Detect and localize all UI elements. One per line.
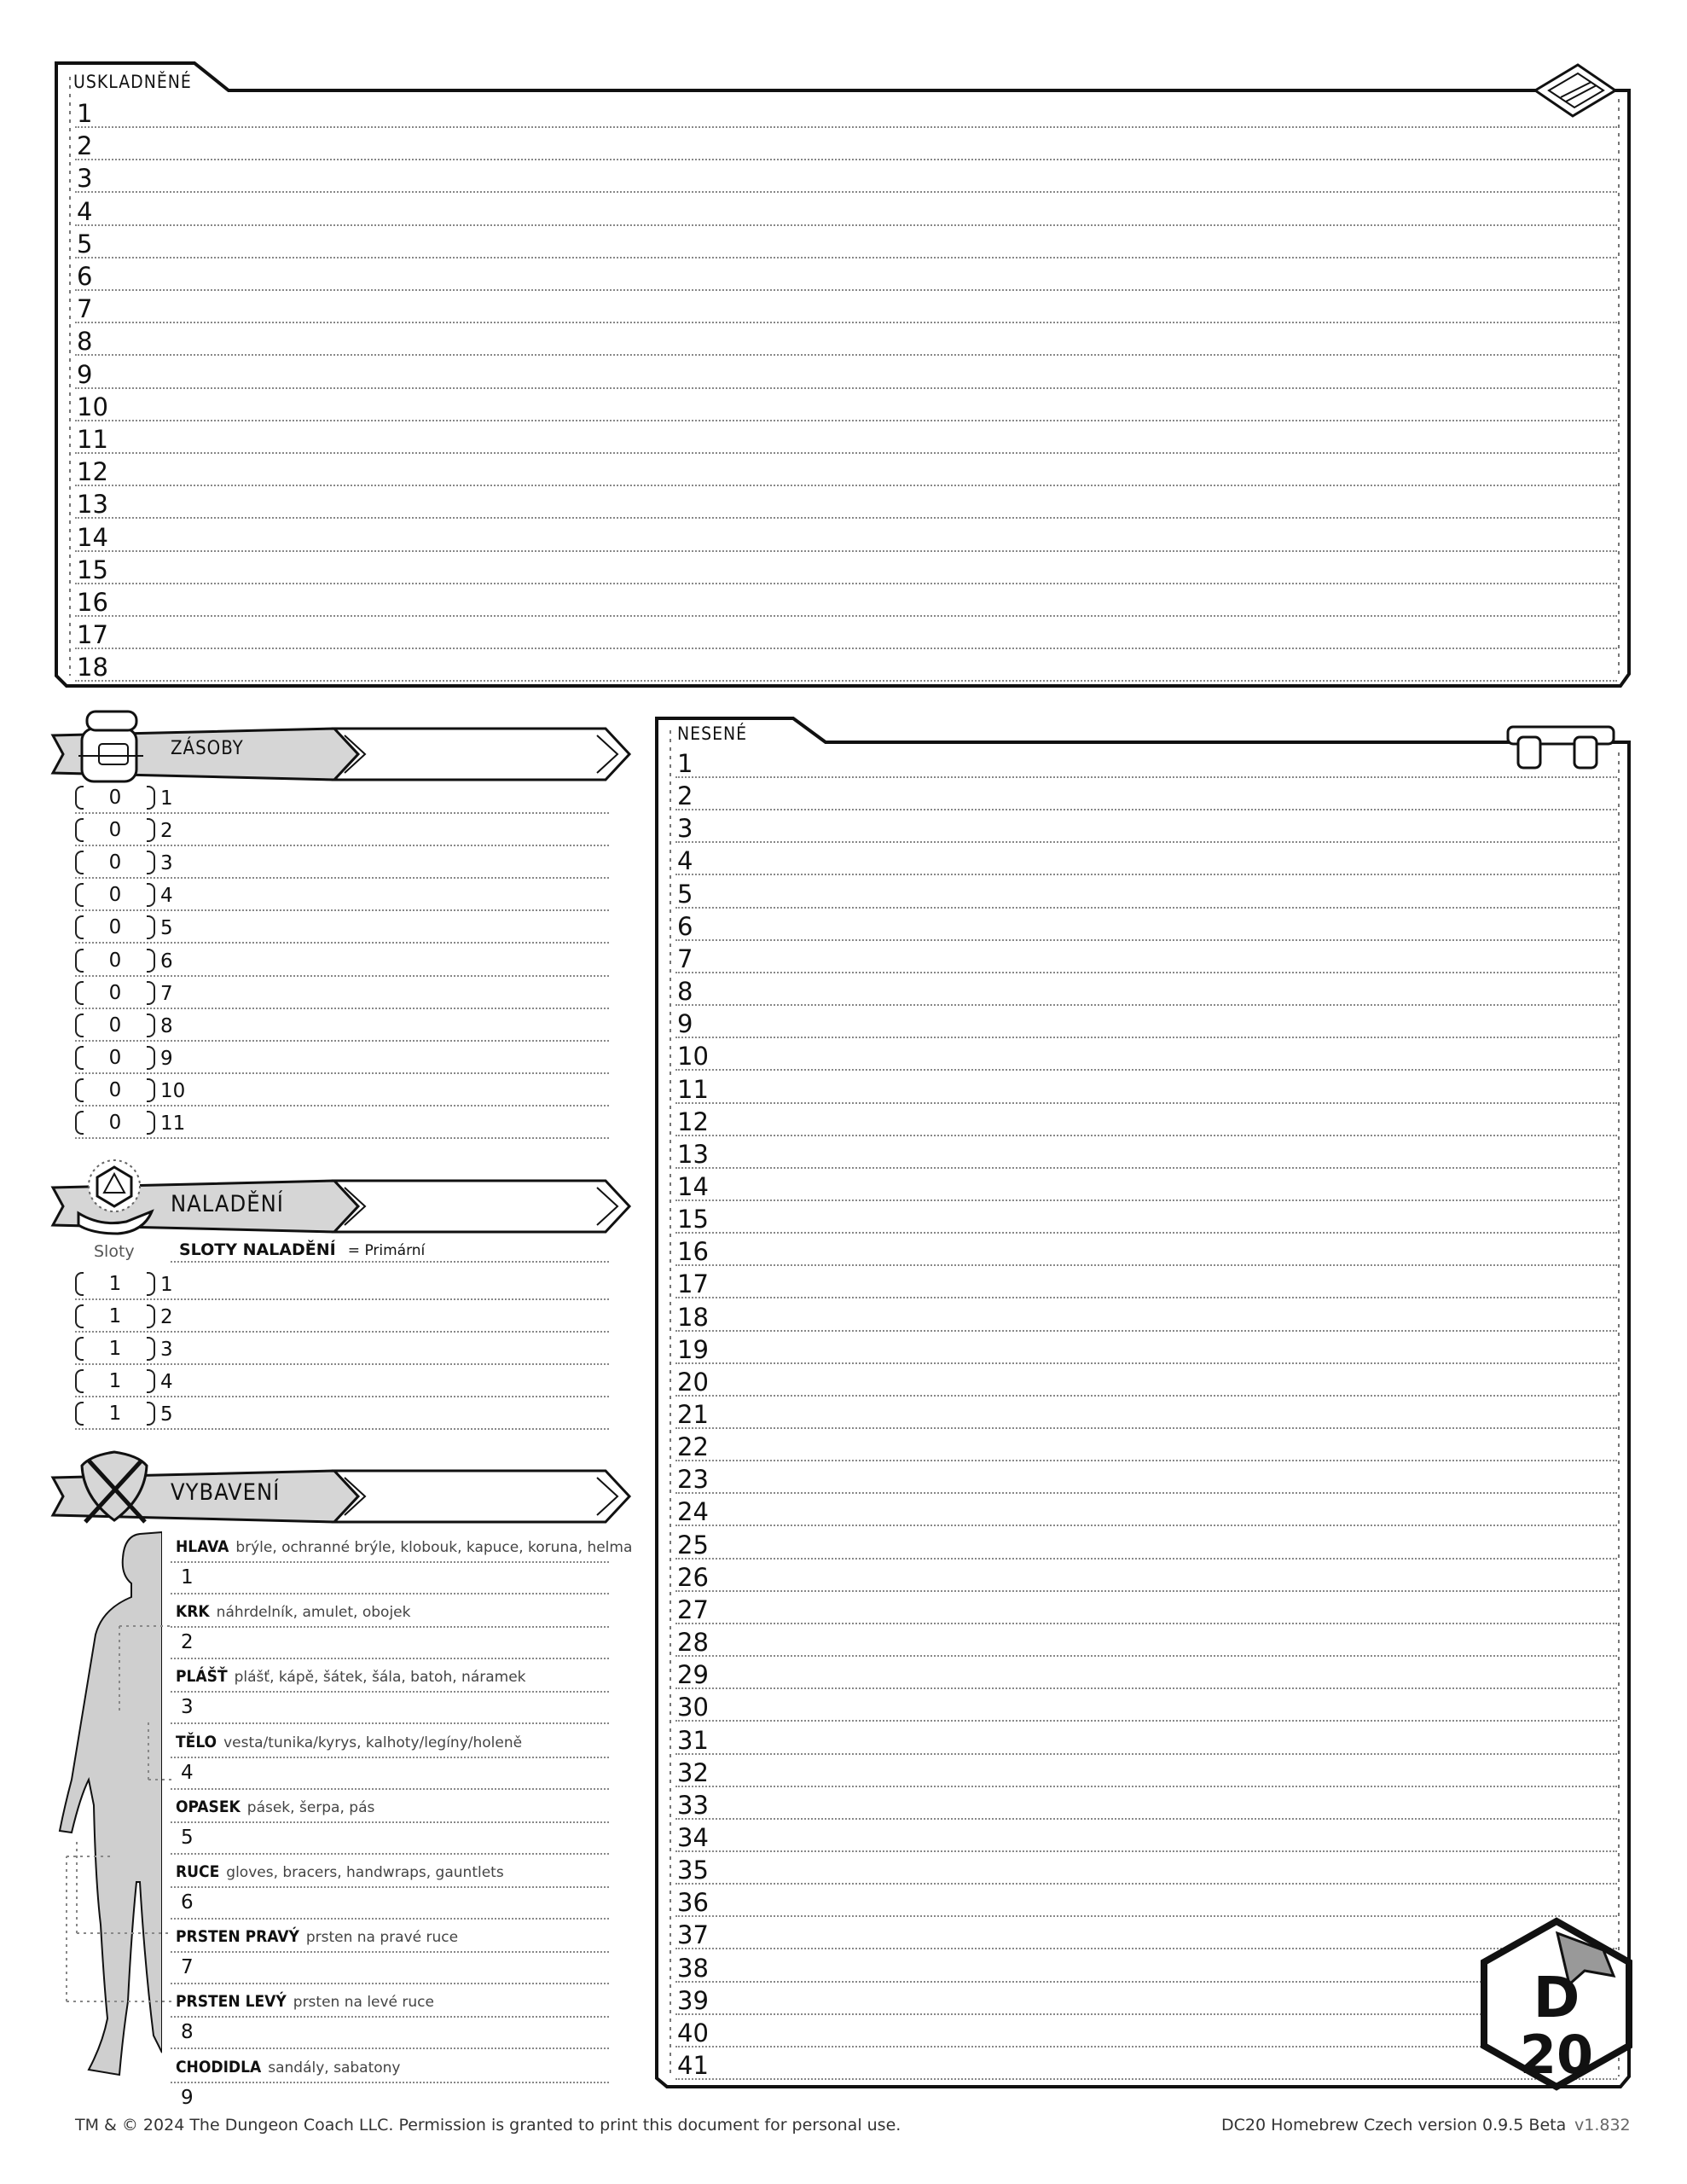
stored-row[interactable] <box>75 452 1617 486</box>
svg-text:20: 20 <box>1519 2024 1594 2086</box>
row-number: 7 <box>677 944 693 973</box>
slot-hint: pásek, šerpa, pás <box>246 1798 375 1816</box>
row-number: 1 <box>677 749 693 778</box>
row-number: 25 <box>677 1530 709 1560</box>
carried-row[interactable] <box>675 1558 1617 1592</box>
row-number: 2 <box>77 131 93 161</box>
counter-value[interactable]: 1 <box>108 1338 122 1361</box>
equip-slot-entry[interactable]: 2 <box>181 1631 194 1654</box>
carried-row[interactable] <box>675 1135 1617 1169</box>
row-number: 1 <box>160 787 173 810</box>
carried-row[interactable] <box>675 841 1617 875</box>
slot-name: PRSTEN PRAVÝ <box>176 1927 299 1947</box>
row-number: 13 <box>677 1139 709 1169</box>
counter-value[interactable]: 1 <box>108 1370 122 1393</box>
slot-hint: brýle, ochranné brýle, klobouk, kapuce, koruna, helma <box>235 1539 633 1556</box>
row-number: 8 <box>677 977 693 1007</box>
row-number: 18 <box>77 653 108 682</box>
row-number: 21 <box>677 1400 709 1429</box>
carried-row[interactable] <box>675 1655 1617 1689</box>
carried-row[interactable] <box>675 1070 1617 1104</box>
row-number: 5 <box>677 879 693 909</box>
slot-name: PRSTEN LEVÝ <box>176 1992 287 2012</box>
carried-row[interactable] <box>675 1330 1617 1364</box>
footer-build: v1.832 <box>1574 2116 1631 2135</box>
row-number: 2 <box>160 820 173 843</box>
counter-value[interactable]: 0 <box>108 981 122 1004</box>
carried-row[interactable] <box>675 1786 1617 1820</box>
row-number: 36 <box>677 1888 709 1918</box>
row-number: 20 <box>677 1367 709 1397</box>
row-number: 35 <box>677 1856 709 1885</box>
row-number: 27 <box>677 1594 709 1624</box>
carried-row[interactable] <box>675 1721 1617 1755</box>
row-number: 2 <box>677 781 693 811</box>
carried-row[interactable] <box>675 874 1617 909</box>
row-number: 24 <box>677 1497 709 1527</box>
counter-value[interactable]: 0 <box>108 1046 122 1069</box>
row-number: 37 <box>677 1920 709 1950</box>
counter-value[interactable]: 0 <box>108 851 122 874</box>
row-number: 11 <box>77 425 108 454</box>
equipment-title: VYBAVENÍ <box>171 1479 281 1506</box>
stored-row[interactable] <box>75 518 1617 552</box>
slot-name: PLÁŠŤ <box>176 1667 228 1687</box>
row-number: 31 <box>677 1725 709 1755</box>
row-number: 39 <box>677 1985 709 2015</box>
stored-row[interactable] <box>75 355 1617 389</box>
row-number: 40 <box>677 2018 709 2048</box>
slot-name: HLAVA <box>176 1537 229 1556</box>
stored-title: USKLADNĚNÉ <box>73 72 192 92</box>
slot-name: TĚLO <box>176 1732 217 1751</box>
carried-row[interactable] <box>675 1525 1617 1560</box>
dc20-logo <box>1475 1916 1638 2095</box>
supplies-title: ZÁSOBY <box>171 738 244 759</box>
row-number: 32 <box>677 1757 709 1787</box>
carried-row[interactable] <box>675 972 1617 1006</box>
row-number: 4 <box>160 1371 173 1394</box>
stored-row[interactable] <box>75 289 1617 323</box>
row-number: 16 <box>77 588 108 617</box>
row-number: 34 <box>677 1822 709 1852</box>
slot-hint: prsten na pravé ruce <box>305 1929 459 1947</box>
equip-slot-entry[interactable]: 8 <box>181 2021 194 2044</box>
carried-row[interactable] <box>675 1167 1617 1201</box>
row-number: 5 <box>77 229 93 258</box>
carried-row[interactable] <box>675 776 1617 810</box>
footer-copyright: TM & © 2024 The Dungeon Coach LLC. Permission is granted to print this document for personal use. <box>75 2116 901 2135</box>
carried-row[interactable] <box>675 744 1617 778</box>
stored-row[interactable] <box>75 648 1617 682</box>
carried-row[interactable] <box>675 809 1617 843</box>
carried-row[interactable] <box>675 1883 1617 1917</box>
row-number: 29 <box>677 1660 709 1690</box>
stored-row[interactable] <box>75 192 1617 226</box>
row-number: 8 <box>160 1014 173 1037</box>
row-number: 13 <box>77 490 108 520</box>
carried-row[interactable] <box>675 1362 1617 1397</box>
equip-slot-entry[interactable]: 9 <box>181 2086 194 2109</box>
equip-slot-entry[interactable]: 6 <box>181 1891 194 1914</box>
row-number: 22 <box>677 1432 709 1462</box>
row-number: 19 <box>677 1334 709 1364</box>
equip-slot-entry[interactable]: 1 <box>181 1566 194 1589</box>
carried-row[interactable] <box>675 1687 1617 1722</box>
stored-row[interactable] <box>75 387 1617 421</box>
counter-value[interactable]: 0 <box>108 1112 122 1134</box>
row-number: 12 <box>677 1107 709 1136</box>
carried-row[interactable] <box>675 1298 1617 1332</box>
slot-name: KRK <box>176 1602 210 1622</box>
row-number: 2 <box>160 1306 173 1329</box>
counter-value[interactable]: 0 <box>108 884 122 907</box>
equip-slot-entry[interactable]: 5 <box>181 1826 194 1849</box>
carried-row[interactable] <box>675 1264 1617 1298</box>
row-number: 4 <box>77 196 93 226</box>
row-number: 16 <box>677 1237 709 1267</box>
counter-value[interactable]: 0 <box>108 819 122 842</box>
row-number: 9 <box>77 359 93 389</box>
stored-row[interactable] <box>75 615 1617 649</box>
row-number: 8 <box>77 327 93 357</box>
row-number: 41 <box>677 2051 709 2080</box>
counter-value[interactable]: 0 <box>108 916 122 939</box>
equip-slot-entry[interactable]: 7 <box>181 1956 194 1979</box>
carried-row[interactable] <box>675 1460 1617 1494</box>
row-number: 33 <box>677 1790 709 1820</box>
stored-row[interactable] <box>75 322 1617 356</box>
stored-row[interactable] <box>75 224 1617 258</box>
row-number: 11 <box>677 1074 709 1104</box>
row-number: 17 <box>677 1269 709 1299</box>
row-number: 28 <box>677 1628 709 1658</box>
carried-row[interactable] <box>675 1818 1617 1852</box>
slot-hint: náhrdelník, amulet, obojek <box>216 1604 411 1622</box>
carried-row[interactable] <box>675 1753 1617 1787</box>
slots-header-text: SLOTY NALADĚNÍ <box>179 1240 336 1259</box>
counter-value[interactable]: 0 <box>108 787 122 809</box>
counter-value[interactable]: 1 <box>108 1305 122 1328</box>
row-number: 6 <box>677 911 693 941</box>
row-number: 5 <box>160 1403 173 1426</box>
row-number: 5 <box>160 917 173 940</box>
carried-title: NESENÉ <box>677 723 748 744</box>
row-number: 15 <box>677 1205 709 1234</box>
carried-row[interactable] <box>675 1232 1617 1266</box>
carried-row[interactable] <box>675 1102 1617 1136</box>
row-number: 15 <box>77 555 108 584</box>
stored-row[interactable] <box>75 550 1617 584</box>
slots-label: Sloty <box>94 1242 135 1261</box>
carried-row[interactable] <box>675 1427 1617 1461</box>
slot-hint: vesta/tunika/kyrys, kalhoty/legíny/holeně <box>223 1734 523 1751</box>
slot-name: OPASEK <box>176 1797 241 1816</box>
carried-row[interactable] <box>675 1492 1617 1526</box>
stored-row[interactable] <box>75 126 1617 160</box>
row-number: 38 <box>677 1953 709 1983</box>
row-number: 14 <box>677 1171 709 1201</box>
row-number: 6 <box>160 950 173 973</box>
row-number: 4 <box>160 885 173 908</box>
carried-row[interactable] <box>675 1850 1617 1885</box>
row-number: 7 <box>77 294 93 324</box>
equip-slot-entry[interactable]: 3 <box>181 1696 194 1719</box>
carried-row[interactable] <box>675 939 1617 973</box>
row-number: 23 <box>677 1465 709 1495</box>
row-number: 3 <box>160 1339 173 1362</box>
stored-row[interactable] <box>75 485 1617 519</box>
slot-hint: gloves, bracers, handwraps, gauntlets <box>226 1864 504 1881</box>
row-number: 11 <box>160 1112 186 1135</box>
svg-text:D: D <box>1533 1965 1580 2030</box>
carried-row[interactable] <box>675 1395 1617 1429</box>
stored-row[interactable] <box>75 257 1617 291</box>
stored-row[interactable] <box>75 583 1617 617</box>
row-number: 1 <box>77 99 93 128</box>
footer-version: DC20 Homebrew Czech version 0.9.5 Beta <box>1221 2116 1567 2135</box>
counter-value[interactable]: 0 <box>108 949 122 972</box>
slot-name: RUCE <box>176 1862 220 1881</box>
equip-slot-entry[interactable]: 4 <box>181 1761 194 1784</box>
row-number: 7 <box>160 982 173 1005</box>
row-number: 30 <box>677 1693 709 1722</box>
slot-name: CHODIDLA <box>176 2057 262 2077</box>
counter-value[interactable]: 0 <box>108 1078 122 1101</box>
row-number: 10 <box>77 392 108 421</box>
slots-note: = Primární <box>347 1242 426 1259</box>
carried-row[interactable] <box>675 1590 1617 1624</box>
row-number: 4 <box>677 846 693 876</box>
row-number: 14 <box>77 522 108 552</box>
attunement-title: NALADĚNÍ <box>171 1191 284 1217</box>
slot-hint: sandály, sabatony <box>268 2059 401 2077</box>
row-number: 3 <box>160 852 173 875</box>
row-number: 9 <box>677 1009 693 1039</box>
row-number: 10 <box>677 1042 709 1072</box>
carried-row[interactable] <box>675 1037 1617 1071</box>
row-number: 3 <box>677 814 693 844</box>
row-number: 3 <box>77 164 93 194</box>
carried-row[interactable] <box>675 907 1617 941</box>
slot-hint: prsten na levé ruce <box>293 1994 434 2012</box>
carried-row[interactable] <box>675 1004 1617 1038</box>
counter-value[interactable]: 1 <box>108 1273 122 1295</box>
row-number: 26 <box>677 1562 709 1592</box>
row-number: 18 <box>677 1302 709 1332</box>
counter-value[interactable]: 0 <box>108 1014 122 1037</box>
slot-hint: plášť, kápě, šátek, šála, batoh, náramek <box>234 1669 526 1687</box>
carried-row[interactable] <box>675 1199 1617 1234</box>
row-number: 12 <box>77 457 108 487</box>
counter-value[interactable]: 1 <box>108 1403 122 1426</box>
stored-row[interactable] <box>75 94 1617 128</box>
stored-row[interactable] <box>75 159 1617 193</box>
stored-row[interactable] <box>75 420 1617 454</box>
row-number: 6 <box>77 262 93 291</box>
row-number: 9 <box>160 1047 173 1070</box>
row-number: 10 <box>160 1079 186 1102</box>
row-number: 17 <box>77 620 108 650</box>
carried-row[interactable] <box>675 1623 1617 1657</box>
row-number: 1 <box>160 1274 173 1296</box>
